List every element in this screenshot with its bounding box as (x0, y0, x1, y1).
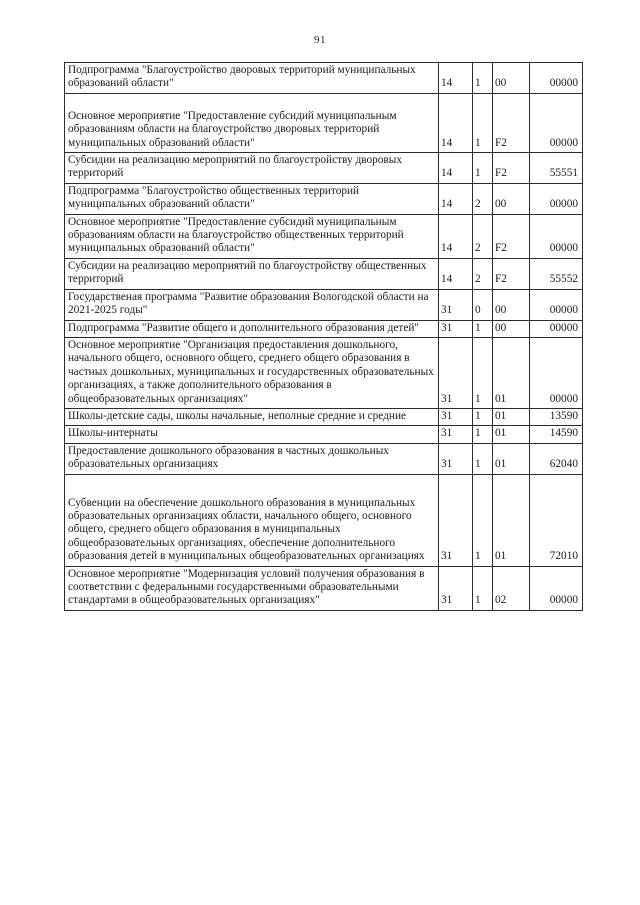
code-subprogram: 1 (473, 337, 493, 408)
code-event: 01 (493, 426, 530, 443)
code-direction: 55552 (530, 258, 583, 289)
table-row (65, 337, 583, 408)
code-event: 01 (493, 337, 530, 408)
row-description: Школы-интернаты (65, 426, 439, 443)
table-row (65, 289, 583, 320)
table-row (65, 214, 583, 258)
code-subprogram: 1 (473, 93, 493, 152)
code-direction: 00000 (530, 183, 583, 214)
code-program: 31 (439, 408, 473, 425)
code-subprogram: 0 (473, 289, 493, 320)
code-program: 14 (439, 214, 473, 258)
code-direction: 72010 (530, 474, 583, 566)
code-subprogram: 1 (473, 474, 493, 566)
code-event: 00 (493, 183, 530, 214)
code-event: F2 (493, 93, 530, 152)
row-description: Подпрограмма "Развитие общего и дополнительного образования детей" (65, 320, 439, 337)
code-event: F2 (493, 214, 530, 258)
code-direction: 55551 (530, 153, 583, 184)
table-row (65, 93, 583, 152)
table-row (65, 443, 583, 474)
code-program: 31 (439, 289, 473, 320)
code-event: 02 (493, 566, 530, 610)
code-event: 01 (493, 408, 530, 425)
table-row (65, 153, 583, 184)
code-event: 00 (493, 63, 530, 94)
row-description: Субсидии на реализацию мероприятий по благоустройству дворовых территорий (65, 153, 439, 184)
code-subprogram: 2 (473, 214, 493, 258)
row-description: Подпрограмма "Благоустройство дворовых территорий муниципальных образований области" (65, 63, 439, 94)
code-direction: 00000 (530, 93, 583, 152)
table-row (65, 63, 583, 94)
code-subprogram: 1 (473, 408, 493, 425)
table-row (65, 408, 583, 425)
code-event: F2 (493, 153, 530, 184)
table-row (65, 258, 583, 289)
table-row (65, 320, 583, 337)
table-row (65, 426, 583, 443)
row-description: Основное мероприятие "Предоставление субсидий муниципальным образованиям области на благоустройство дворовых территорий муниципальных образований области" (65, 93, 439, 152)
code-subprogram: 1 (473, 320, 493, 337)
code-direction: 62040 (530, 443, 583, 474)
table-row (65, 474, 583, 566)
code-subprogram: 1 (473, 443, 493, 474)
code-direction: 14590 (530, 426, 583, 443)
code-direction: 00000 (530, 320, 583, 337)
page-number: 91 (314, 34, 326, 46)
code-event: 01 (493, 443, 530, 474)
row-description: Школы-детские сады, школы начальные, неполные средние и средние (65, 408, 439, 425)
code-subprogram: 1 (473, 566, 493, 610)
row-description: Основное мероприятие "Организация предоставления дошкольного, начального общего, основного общего, среднего общего образования в частных дошкольных, муниципальных и государственных образовательных организациях, а также дополнительного образования в общеобразовательных организациях" (65, 337, 439, 408)
row-description: Предоставление дошкольного образования в частных дошкольных образовательных организациях (65, 443, 439, 474)
code-direction: 00000 (530, 214, 583, 258)
row-description: Государственая программа "Развитие образования Вологодской области на 2021-2025 годы" (65, 289, 439, 320)
table-row (65, 183, 583, 214)
code-direction: 00000 (530, 337, 583, 408)
code-subprogram: 1 (473, 426, 493, 443)
code-program: 31 (439, 426, 473, 443)
code-program: 31 (439, 443, 473, 474)
code-direction: 00000 (530, 289, 583, 320)
code-program: 31 (439, 474, 473, 566)
code-subprogram: 1 (473, 63, 493, 94)
row-description: Субсидии на реализацию мероприятий по благоустройству общественных территорий (65, 258, 439, 289)
code-program: 14 (439, 93, 473, 152)
code-event: 01 (493, 474, 530, 566)
code-program: 14 (439, 183, 473, 214)
code-subprogram: 2 (473, 183, 493, 214)
code-program: 31 (439, 566, 473, 610)
row-description: Субвенции на обеспечение дошкольного образования в муниципальных образовательных организациях области, начального общего, основного общего, среднего общего образования в муниципальных общеобразовательных организациях, обеспечение дополнительного образования детей в муниципальных общеобразовательных организациях (65, 474, 439, 566)
code-direction: 13590 (530, 408, 583, 425)
budget-classification-table (64, 62, 583, 611)
row-description: Подпрограмма "Благоустройство общественных территорий муниципальных образований области" (65, 183, 439, 214)
row-description: Основное мероприятие "Предоставление субсидий муниципальным образованиям области на благоустройство общественных территорий муниципальных образований области" (65, 214, 439, 258)
code-program: 31 (439, 337, 473, 408)
code-event: 00 (493, 289, 530, 320)
code-program: 14 (439, 258, 473, 289)
table-row (65, 566, 583, 610)
code-subprogram: 2 (473, 258, 493, 289)
code-direction: 00000 (530, 63, 583, 94)
code-event: F2 (493, 258, 530, 289)
code-direction: 00000 (530, 566, 583, 610)
code-subprogram: 1 (473, 153, 493, 184)
row-description: Основное мероприятие "Модернизация условий получения образования в соответствии с федеральными государственными образовательными стандартами в общеобразовательных организациях" (65, 566, 439, 610)
code-program: 31 (439, 320, 473, 337)
code-event: 00 (493, 320, 530, 337)
code-program: 14 (439, 153, 473, 184)
code-program: 14 (439, 63, 473, 94)
